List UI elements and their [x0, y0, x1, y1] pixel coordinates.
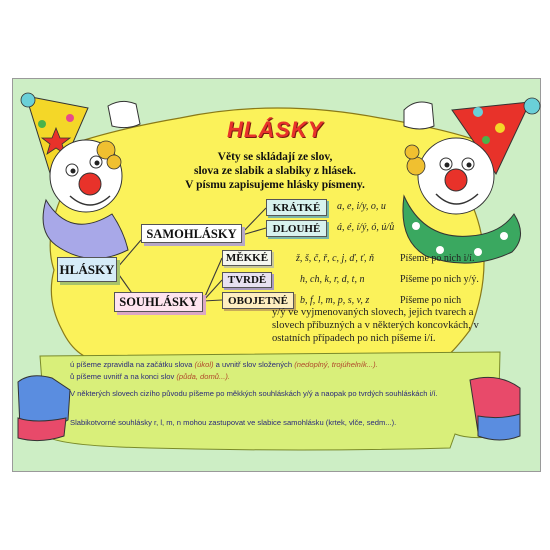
- hand-icon: [404, 102, 434, 129]
- intro-line: V písmu zapisujeme hlásky písmeny.: [185, 179, 365, 191]
- box-hlasky: HLÁSKY: [57, 257, 117, 282]
- ambiguous-consonants-rule: Píšeme po nich: [400, 295, 462, 306]
- box-dlouhe: DLOUHÉ: [266, 220, 327, 237]
- note-example: (úkol): [194, 360, 214, 369]
- box-samohlasky: SAMOHLÁSKY: [141, 224, 242, 243]
- clown-left-illustration: [21, 93, 140, 259]
- box-tvrde: TVRDÉ: [222, 272, 272, 288]
- note-text: ú píšeme zpravidla na začátku slova: [70, 360, 193, 369]
- box-kratke: KRÁTKÉ: [266, 199, 327, 216]
- long-vowels-letters: á, é, í/ý, ó, ú/ů: [337, 222, 395, 233]
- ambiguous-note: y/ý ve vyjmenovaných slovech, jejich tvarech a slovech příbuzných a v některých koncovkách, v ostatních případech po nich píšeme i/í.: [272, 307, 479, 344]
- box-mekke: MĚKKÉ: [222, 250, 272, 266]
- bottom-note-3: V některých slovech cizího původu píšeme po měkkých souhláskách y/ý a naopak po tvrdých souhláskách i/í.: [70, 389, 438, 398]
- soft-consonants-letters: ž, š, č, ř, c, j, ď, ť, ň: [296, 253, 375, 264]
- hand-icon: [108, 101, 140, 127]
- page-title: HLÁSKY: [227, 117, 324, 142]
- intro-text: [160, 150, 390, 192]
- box-souhlasky: SOUHLÁSKY: [114, 292, 203, 312]
- hard-consonants-letters: h, ch, k, r, d, t, n: [300, 274, 365, 285]
- soft-consonants-rule: Píšeme po nich i/í.: [400, 253, 475, 264]
- bottom-note-2: [70, 372, 470, 382]
- box-obojetne: OBOJETNÉ: [222, 292, 294, 309]
- intro-line: slova ze slabik a slabiky z hlásek.: [194, 165, 356, 177]
- note-text: ů píšeme uvnitř a na konci slov: [70, 372, 175, 381]
- note-example: (nedoplný, trojúhelník...).: [294, 360, 378, 369]
- note-text: a uvnitř slov složených: [215, 360, 293, 369]
- note-example: (půda, domů...).: [176, 372, 230, 381]
- short-vowels-letters: a, e, i/y, o, u: [337, 201, 386, 212]
- bottom-note-4: Slabikotvorné souhlásky r, l, m, n mohou zastupovat ve slabice samohlásku (krtek, vlče, sedm...).: [70, 418, 397, 427]
- ambiguous-consonants-letters: b, f, l, m, p, s, v, z: [300, 295, 370, 306]
- clown-right-illustration: [403, 98, 540, 263]
- intro-line: Věty se skládají ze slov,: [217, 151, 333, 163]
- hard-consonants-rule: Píšeme po nich y/ý.: [400, 274, 479, 285]
- bottom-note-1: [70, 360, 470, 370]
